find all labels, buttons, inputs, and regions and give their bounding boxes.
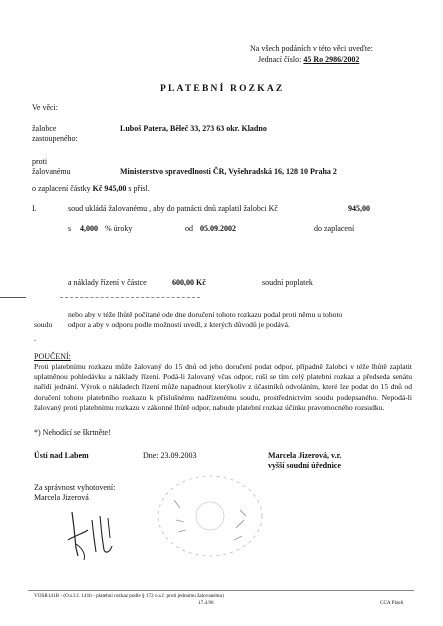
document-title: PLATEBNÍ ROZKAZ [160,84,285,94]
case-number: 45 Ro 2986/2002 [303,55,360,64]
copy-verification-name: Marcela Jizerová [34,493,89,502]
case-number-line [258,55,359,65]
order-text: soud ukládá žalovanému , aby do patnácti dnů zaplatil žalobci Kč [68,204,278,213]
appeal-line1: nebo aby v téže lhůtě počítané ode dne doručení tohoto rozkazu podal proti němu u tohoto [68,310,343,319]
interest-rate: 4,000 [80,224,98,233]
footer-publisher: CCA Plzeň [380,600,404,606]
left-margin-rule [0,297,26,298]
footer-rule [28,590,414,591]
note: *) Nehodící se škrtněte! [34,428,111,437]
plaintiff-label: žalobce [32,124,57,133]
order-roman: I. [32,204,37,213]
dashed-separator [60,297,200,298]
ve-veci-label: Ve věci: [32,103,58,112]
appeal-line2: odpor a aby v odporu podle možnosti uvedl, z kterých důvodů je podává. [68,320,290,329]
costs-amount: 600,00 Kč [172,278,206,287]
costs-type: soudní poplatek [262,278,313,287]
footer-form: VOSR141B - (O.s.ř.č. 141b - platební rozkaz podle § 172 o.s.ř. proti jednomu žalovanému) [34,593,224,599]
order-amount: 945,00 [348,204,370,213]
official-name: Marcela Jizerová, v.r. [268,451,342,460]
handwritten-signature [64,508,124,563]
interest-s: s [68,224,72,233]
instruction-heading: POUČENÍ: [34,352,71,361]
header-instruction: Na všech podáních v této věci uveďte: [250,44,373,53]
defendant-value: Ministerstvo spravedlnosti ČR, Vyšehradská 16, 128 10 Praha 2 [120,167,337,176]
interest-from-label: od [185,224,193,233]
interest-unit: % úroky [105,224,133,233]
place: Ústí nad Labem [34,451,89,460]
payment-prefix: o zaplacení částky [32,184,91,193]
interest-until: do zaplacení [314,224,355,233]
appeal-prefix: soudu [34,320,53,329]
plaintiff-value: Luboš Patera, Běleč 33, 273 63 okr. Kladno [120,124,267,133]
official-title: vyšší soudní úřednice [268,461,341,470]
costs-prefix: a náklady řízení v částce [68,278,147,287]
plaintiff-representative-label: zastoupeného: [32,134,78,143]
payment-suffix: s přísl. [128,184,150,193]
case-number-label: Jednací číslo: [258,55,304,64]
footer-date: 17.4.96 [198,600,214,606]
against-label: proti [32,157,48,166]
instruction-text: Proti platebnímu rozkazu může žalovaný do 15 dnů od jeho doručení podat odpor, případně žalobci v téže lhůtě zaplatit uplatněnou pohledávku a náklady řízení. Podá-li žalovaný včas odpor, ruší se tím celý platební rozkaz a předseda senátu nařídí jednání. Výrok o nákladech řízení může napadnout kterýkoliv z účastníků odvoláním, které lze podat do 15 dnů od doručení tohoto platebního rozkazu k příslušnému nadřízenému soudu, prostřednictvím soudu podepsaného. Nepodá-li žalovaný proti platebnímu rozkazu v zákonné lhůtě odpor, nabude platební rozkaz účinku pravomocného rozsudku. [34,362,412,412]
defendant-label: žalovanému [32,167,71,176]
issue-date: Dne: 23.09.2003 [143,451,197,460]
copy-verification-label: Za správnost vyhotovení: [34,483,116,492]
payment-line [32,184,150,194]
payment-amount: Kč 945,00 [92,184,127,193]
appeal-dot: . [34,334,36,343]
interest-from-date: 05.09.2002 [200,224,236,233]
official-stamp [150,470,270,560]
